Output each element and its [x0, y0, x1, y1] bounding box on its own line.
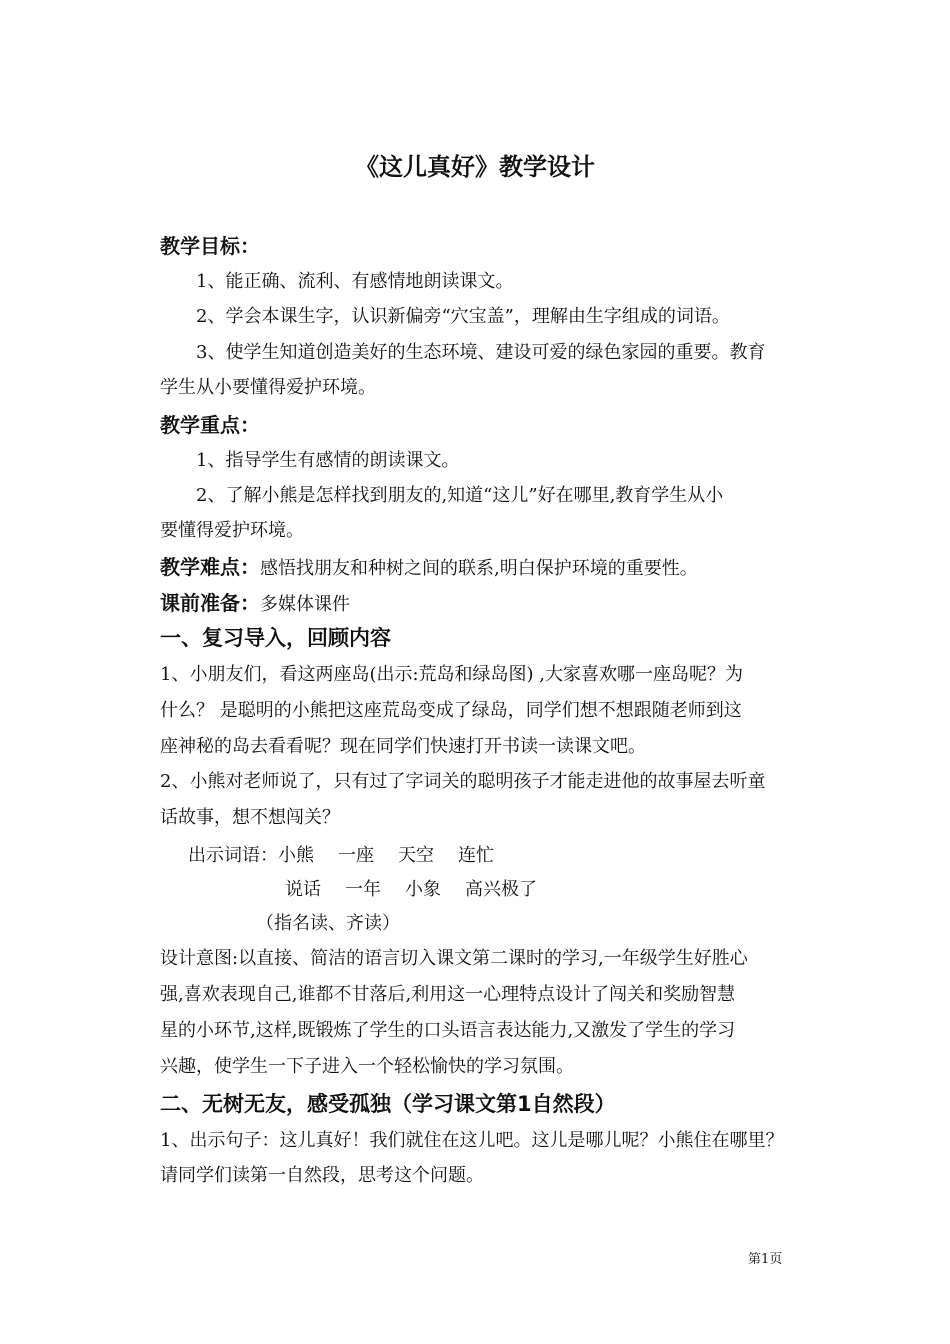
difficulty-line	[160, 554, 698, 582]
section1-paragraph-line: 话故事，想不想闯关？	[160, 807, 340, 828]
difficulty-text: 感悟找朋友和种树之间的联系,明白保护环境的重要性。	[260, 558, 698, 579]
word: 一年	[345, 879, 381, 900]
goal-item-continued: 学生从小要懂得爱护环境。	[160, 377, 376, 398]
goal-item: 1、能正确、流利、有感情地朗读课文。	[196, 271, 514, 292]
preparation-text: 多媒体课件	[260, 594, 350, 615]
section1-paragraph-line: 座神秘的岛去看看呢？现在同学们快速打开书读一读课文吧。	[160, 736, 646, 757]
key-points-heading: 教学重点：	[160, 413, 260, 437]
word: 小象	[405, 879, 441, 900]
preparation-line	[160, 590, 350, 618]
words-label: 出示词语：	[188, 845, 278, 866]
word: 连忙	[458, 845, 494, 866]
difficulty-label: 教学难点：	[160, 555, 260, 579]
word: 说话	[285, 879, 321, 900]
goal-item: 2、学会本课生字，认识新偏旁“穴宝盖”，理解由生字组成的词语。	[196, 306, 730, 327]
words-row-2	[285, 877, 537, 903]
section1-heading: 一、复习导入，回顾内容	[160, 626, 391, 650]
design-intent-line: 星的小环节,这样,既锻炼了学生的口头语言表达能力,又激发了学生的学习	[160, 1020, 736, 1041]
key-point-item-continued: 要懂得爱护环境。	[160, 520, 304, 541]
goals-heading: 教学目标：	[160, 234, 260, 258]
goal-item: 3、使学生知道创造美好的生态环境、建设可爱的绿色家园的重要。教育	[196, 342, 766, 363]
word: 小熊	[278, 845, 314, 866]
section1-paragraph-line: 1、小朋友们，看这两座岛(出示:荒岛和绿岛图) ,大家喜欢哪一座岛呢？为	[160, 664, 744, 685]
section1-paragraph-line: 2、小熊对老师说了，只有过了字词关的聪明孩子才能走进他的故事屋去听童	[160, 771, 766, 792]
page-number: 第1页	[748, 1252, 783, 1267]
design-intent-line: 强,喜欢表现自己,谁都不甘落后,利用这一心理特点设计了闯关和奖励智慧	[160, 984, 736, 1005]
design-intent-line: 兴趣，使学生一下子进入一个轻松愉快的学习氛围。	[160, 1056, 574, 1077]
read-note: （指名读、齐读）	[256, 913, 400, 934]
key-point-item: 2、了解小熊是怎样找到朋友的,知道“这儿”好在哪里,教育学生从小	[196, 485, 724, 506]
section2-paragraph-line: 1、出示句子：这儿真好！我们就住在这儿吧。这儿是哪儿呢？小熊住在哪里？	[160, 1130, 784, 1151]
word: 一座	[338, 845, 374, 866]
section1-paragraph-line: 什么？ 是聪明的小熊把这座荒岛变成了绿岛，同学们想不想跟随老师到这	[160, 700, 742, 721]
section2-paragraph-line: 请同学们读第一自然段，思考这个问题。	[160, 1165, 484, 1186]
document-title: 《这儿真好》教学设计	[355, 153, 595, 181]
words-row-1	[188, 843, 494, 869]
design-intent-line: 设计意图:以直接、简洁的语言切入课文第二课时的学习,一年级学生好胜心	[160, 948, 748, 969]
word: 高兴极了	[465, 879, 537, 900]
preparation-label: 课前准备：	[160, 591, 260, 615]
section2-heading: 二、无树无友，感受孤独（学习课文第1自然段）	[160, 1092, 616, 1116]
key-point-item: 1、指导学生有感情的朗读课文。	[196, 450, 460, 471]
word: 天空	[398, 845, 434, 866]
